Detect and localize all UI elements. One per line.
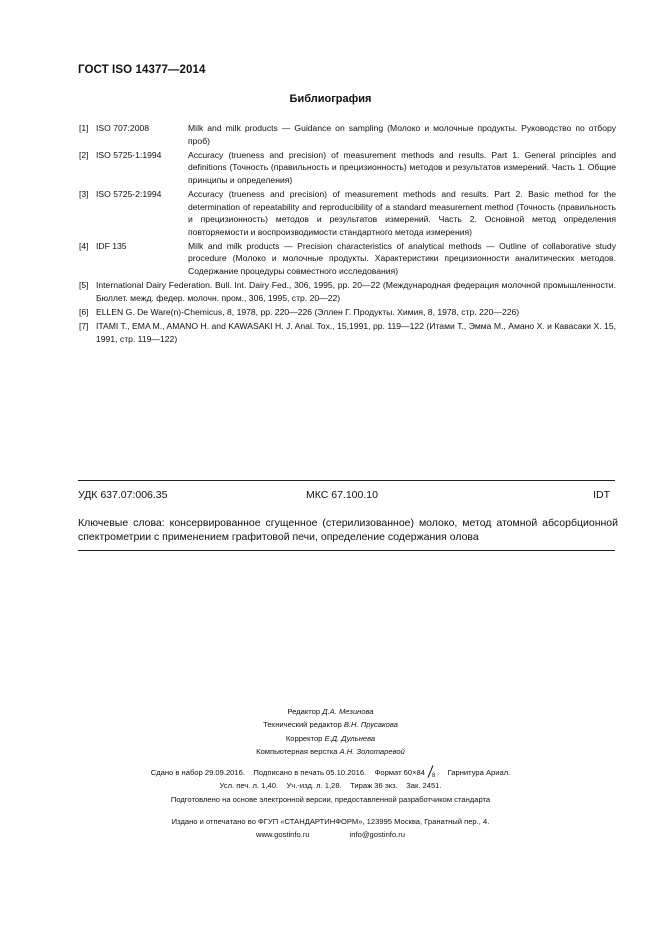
item-code: ISO 707:2008 [96,123,150,133]
publisher-address: Издано и отпечатано во ФГУП «СТАНДАРТИНФОРМ», 123995 Москва, Гранатный пер., 4. [171,817,490,826]
corrector-name: Е.Д. Дульнева [324,733,376,743]
item-number: [4] [79,240,89,251]
item-text: Milk and milk products — Precision characteristics of analytical methods — Outline of collaborative study procedure (Молоко и молочные продукты. Характеристики прецизионности аналитических методов. Содержание процедуры совместного исследования) [188,240,616,277]
layout-row [0,745,661,758]
bibliography-item [79,320,616,345]
bibliography-item [79,240,616,278]
bibliography-item [79,188,616,238]
item-number: [1] [79,123,89,133]
bibliography-item [79,149,616,187]
print-line-2: Усл. печ. л. 1,40. Уч.-изд. л. 1,28. Тираж 36 экз. Зак. 2451. [219,781,442,791]
keywords-text: Ключевые слова: консервированное сгущенное (стерилизованное) молоко, метод атомной абсорбционной спектрометрии с применением графитовой печи, определение содержания олова [78,517,618,543]
print-line-1 [0,766,661,779]
credits-block [0,705,661,759]
udk-code: УДК 637.07:006.35 [78,489,168,501]
corrector-label: Корректор [285,733,323,743]
idt-code: IDT [593,489,610,501]
print-info-block [0,766,661,806]
mks-code: МКС 67.100.10 [306,489,378,501]
item-number: [7] [79,320,89,331]
divider-bottom [78,550,615,551]
bibliography-list [79,122,616,347]
item-text: Accuracy (trueness and precision) of measurement methods and results. Part 2. Basic method for the determination of repeatability and reproducibility of a standard measurement method (Точность (правильность и прецизионность) методов и результатов измерений. Часть 2. Основной метод определения повторяемости и воспроизводимости стандартного метода измерения) [188,188,616,237]
item-text: ELLEN G. De Ware(n)-Chemicus, 8, 1978, pp. 220—226 (Эллен Г. Продукты. Химия, 8, 1978, стр. 220—226) [96,306,520,317]
item-number: [3] [79,188,89,199]
editor-name: Д.А. Мезинова [322,707,374,716]
publisher-contacts [0,828,661,841]
tech-editor-row [0,718,661,731]
format-fraction [425,767,437,777]
item-code: IDF 135 [96,240,127,251]
item-number: [5] [79,280,89,291]
tech-editor-name: В.Н. Прусакова [343,720,398,730]
item-number: [2] [79,149,89,160]
bibliography-item [79,306,616,319]
format-denominator: 8 [432,773,436,779]
bibliography-item [79,122,616,147]
item-text: International Dairy Federation. Bull. Int. Dairy Fed., 306, 1995, pp. 20—22 (Международная федерация молочной промышленности. Бюллет. межд. федер. молочн. пром., 306, 1995, стр. 20—22) [96,280,616,303]
print-line-3: Подготовлено на основе электронной версии, предоставленной разработчиком стандарта [170,794,491,804]
layout-name: А.Н. Золотаревой [339,747,405,757]
item-code: ISO 5725-2:1994 [96,188,162,199]
publisher-email: info@gostinfo.ru [349,830,406,839]
item-text: ITAMI T., EMA M., AMANO H. and KAWASAKI H. J. Anal. Tox., 15,1991, pp. 119—122 (Итами Т., Эмма М., Амано Х. и Кавасаки Х. 15, 1991, стр. 119—122) [96,320,616,344]
layout-label: Компьютерная верстка [256,747,338,757]
divider-top [78,480,615,481]
editor-row [0,705,661,718]
item-code: ISO 5725-1:1994 [96,149,162,160]
item-text: Accuracy (trueness and precision) of measurement methods and results. Part 1. General principles and definitions (Точность (правильность и прецизионность) методов и результатов измерений. Часть 1. Общие принципы и определения) [188,149,616,185]
item-text: Milk and milk products — Guidance on sampling (Молоко и молочные продукты. Руководство по отбору проб) [188,123,616,146]
editor-label: Редактор [287,707,321,716]
tech-editor-label: Технический редактор [263,720,342,730]
publisher-website: www.gostinfo.ru [255,830,310,839]
print-line-1a: Сдано в набор 29.09.2016. Подписано в печать 05.10.2016. Формат 60×84 [150,768,426,777]
item-number: [6] [79,306,89,317]
publisher-block [0,815,661,841]
standard-header: ГОСТ ISO 14377—2014 [78,64,206,76]
bibliography-item [79,279,616,304]
corrector-row [0,732,661,745]
print-line-1b: . Гарнитура Ариал. [437,768,511,777]
bibliography-title: Библиография [289,93,372,105]
